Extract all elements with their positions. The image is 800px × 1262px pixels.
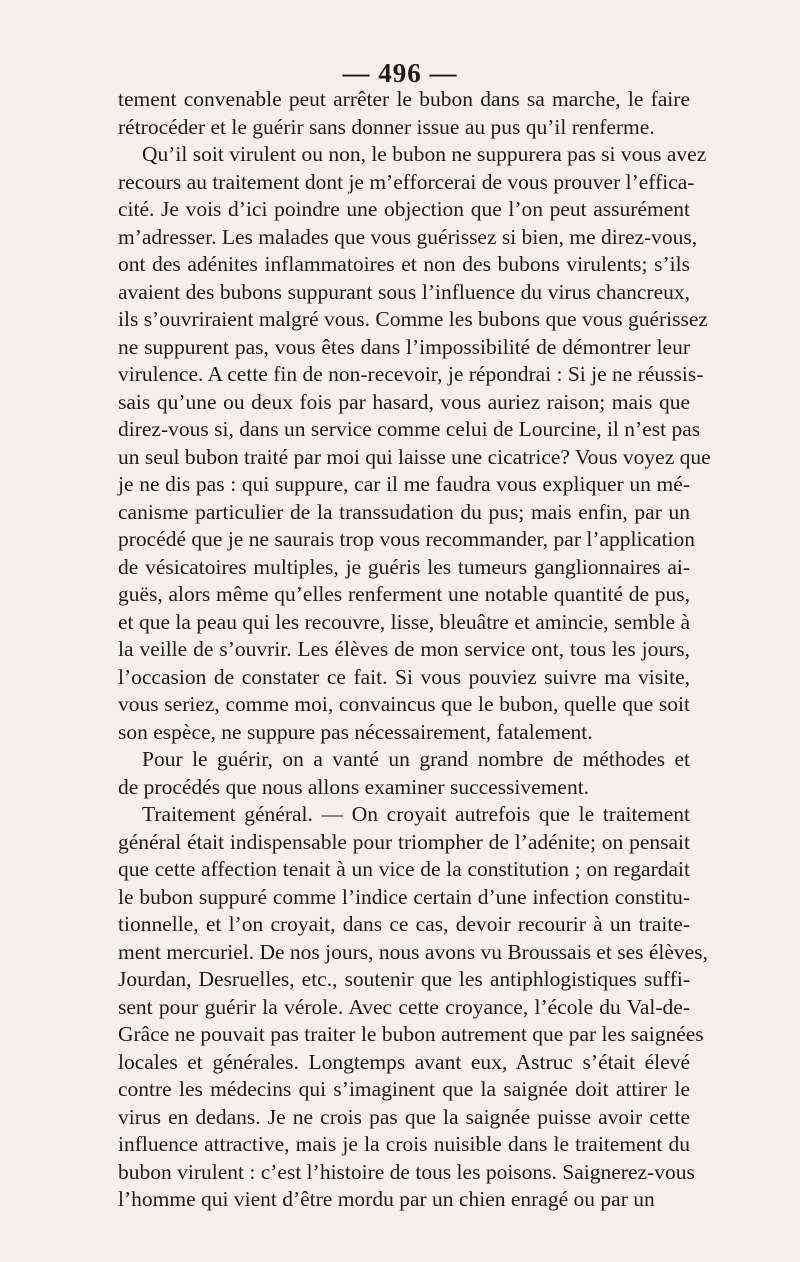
paragraph: [118, 86, 690, 141]
text-line: cité. Je vois d’ici poindre une objection que l’on peut assurément: [118, 197, 690, 221]
text-line: ont des adénites inflammatoires et non des bubons virulents; s’ils: [118, 252, 690, 276]
text-line: locales et générales. Longtemps avant eux, Astruc s’était élevé: [118, 1049, 690, 1074]
text-line: ment mercuriel. De nos jours, nous avons vu Broussais et ses élèves,: [118, 939, 708, 964]
text-line: guës, alors même qu’elles renferment une notable quantité de pus,: [118, 582, 690, 606]
text-line: son espèce, ne suppure pas nécessairement, fatalement.: [118, 719, 593, 744]
text-line: sais qu’une ou deux fois par hasard, vous auriez raison; mais que: [118, 389, 690, 414]
text-line: Grâce ne pouvait pas traiter le bubon autrement que par les saignées: [118, 1022, 704, 1046]
text-line: un seul bubon traité par moi qui laisse une cicatrice? Vous voyez que: [118, 444, 711, 469]
text-line: de vésicatoires multiples, je guéris les tumeurs ganglionnaires ai-: [118, 554, 690, 579]
text-line: que cette affection tenait à un vice de la constitution ; on regardait: [118, 857, 690, 881]
text-line: m’adresser. Les malades que vous guérissez si bien, me direz-vous,: [118, 224, 698, 249]
paragraph: [118, 801, 708, 1214]
text-line: virulence. A cette fin de non-recevoir, je répondrai : Si je ne réussis-: [118, 362, 704, 386]
paragraph: [118, 141, 711, 746]
text-line: contre les médecins qui s’imaginent que la saignée doit attirer le: [118, 1077, 690, 1101]
text-line: l’homme qui vient d’être mordu par un chien enragé ou par un: [118, 1187, 655, 1211]
text-line: canisme particulier de la transsudation du pus; mais enfin, par un: [118, 499, 690, 524]
text-line: Pour le guérir, on a vanté un grand nombre de méthodes et: [142, 747, 690, 771]
text-line: tionnelle, et l’on croyait, dans ce cas, devoir recourir à un traite-: [118, 912, 690, 936]
text-line: Traitement général. — On croyait autrefois que le traitement: [142, 802, 690, 826]
text-line: bubon virulent : c’est l’histoire de tous les poisons. Saignerez-vous: [118, 1159, 695, 1184]
text-line: direz-vous si, dans un service comme celui de Lourcine, il n’est pas: [118, 417, 701, 441]
text-line: sent pour guérir la vérole. Avec cette croyance, l’école du Val-de-: [118, 994, 690, 1019]
text-line: Jourdan, Desruelles, etc., soutenir que les antiphlogistiques suffi-: [118, 967, 690, 991]
text-line: général était indispensable pour triompher de l’adénite; on pensait: [118, 829, 690, 854]
paragraph: [118, 746, 690, 801]
text-line: et que la peau qui les recouvre, lisse, bleuâtre et amincie, semble à: [118, 609, 690, 634]
text-line: recours au traitement dont je m’efforcerai de vous prouver l’effica-: [118, 169, 695, 194]
text-line: je ne dis pas : qui suppure, car il me faudra vous expliquer un mé-: [118, 472, 690, 496]
body-text: [118, 86, 711, 1214]
text-line: l’occasion de constater ce fait. Si vous pouviez suivre ma visite,: [118, 664, 690, 689]
text-line: ne suppurent pas, vous êtes dans l’impossibilité de démontrer leur: [118, 334, 690, 359]
text-line: de procédés que nous allons examiner successivement.: [118, 774, 590, 799]
text-line: vous seriez, comme moi, convaincus que le bubon, quelle que soit: [118, 692, 690, 716]
text-line: le bubon suppuré comme l’indice certain d’une infection constitu-: [118, 884, 690, 909]
text-line: influence attractive, mais je la crois nuisible dans le traitement du: [118, 1132, 690, 1156]
page-number: — 496 —: [342, 58, 458, 88]
text-line: ils s’ouvriraient malgré vous. Comme les bubons que vous guérissez: [118, 307, 708, 331]
text-line: Qu’il soit virulent ou non, le bubon ne suppurera pas si vous avez: [142, 142, 707, 166]
text-line: avaient des bubons suppurant sous l’influence du virus chancreux,: [118, 279, 690, 304]
text-line: la veille de s’ouvrir. Les élèves de mon service ont, tous les jours,: [118, 637, 690, 661]
text-line: rétrocéder et le guérir sans donner issue au pus qu’il renferme.: [118, 114, 655, 139]
text-line: tement convenable peut arrêter le bubon dans sa marche, le faire: [118, 87, 690, 111]
text-line: procédé que je ne saurais trop vous recommander, par l’application: [118, 527, 696, 551]
text-line: virus en dedans. Je ne crois pas que la saignée puisse avoir cette: [118, 1104, 690, 1129]
